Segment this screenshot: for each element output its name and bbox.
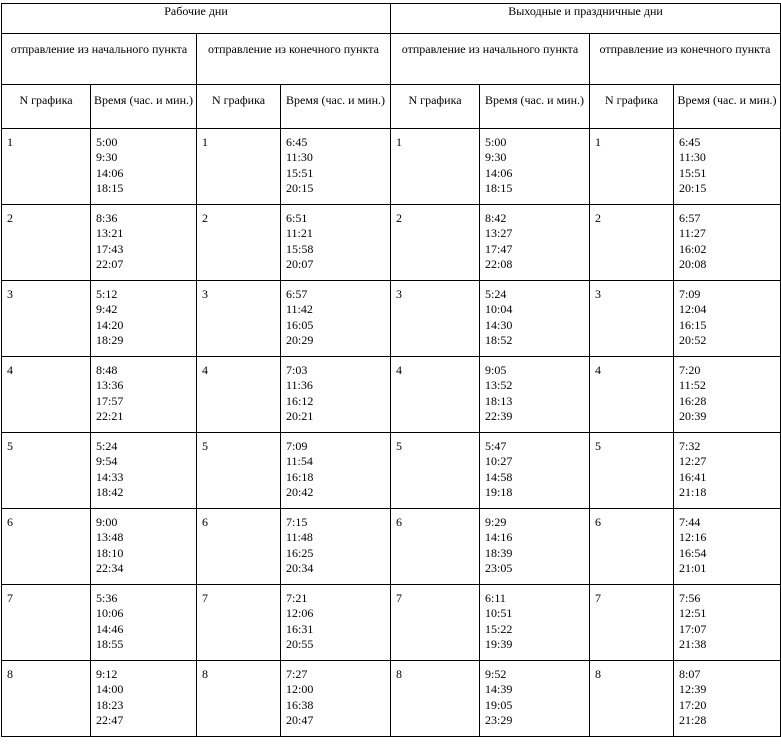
departure-time: 14:39 [485,682,513,697]
schedule-number-cell: 8 [590,661,674,737]
times-cell [91,281,197,357]
schedule-number-cell: 6 [391,509,480,585]
times-cell [91,585,197,661]
departure-time: 20:07 [286,257,314,272]
departure-time: 18:29 [96,333,124,348]
header-from-end: отправление из конечного пункта [590,34,781,85]
header-time: Время (час. и мин.) [281,85,391,129]
times-cell [480,205,590,281]
departure-time: 12:04 [679,302,707,317]
departure-time: 6:45 [286,135,308,149]
departure-time: 16:02 [679,241,707,256]
departure-time: 7:09 [286,439,308,453]
departure-time: 17:47 [485,241,513,256]
times-cell [91,661,197,737]
departure-time: 13:36 [96,378,124,393]
schedule-number-cell: 6 [2,509,91,585]
departure-time: 6:51 [286,211,308,225]
departure-time: 21:38 [679,637,707,652]
header-schedule-no: N графика [2,85,91,129]
header-row-direction [2,34,781,85]
departure-time: 18:13 [485,393,513,408]
departure-time: 16:28 [679,393,707,408]
table-row [2,585,781,661]
departure-time: 20:21 [286,409,314,424]
departure-time: 6:11 [485,591,506,605]
departure-time: 16:25 [286,545,314,560]
departure-time: 7:09 [679,287,701,301]
departure-time: 18:52 [485,333,513,348]
schedule-number-cell: 3 [2,281,91,357]
departure-time: 18:55 [96,637,124,652]
schedule-number-cell: 5 [2,433,91,509]
times-cell [480,585,590,661]
departure-time: 8:42 [485,211,507,225]
departure-time: 21:28 [679,713,707,728]
departure-time: 7:20 [679,363,701,377]
departure-time: 17:43 [96,241,124,256]
departure-time: 9:54 [96,454,118,469]
departure-time: 22:21 [96,409,124,424]
departure-time: 16:12 [286,393,314,408]
departure-time: 12:27 [679,454,707,469]
departure-time: 7:44 [679,515,701,529]
times-cell [674,281,781,357]
schedule-number-cell: 7 [590,585,674,661]
schedule-number-cell: 8 [391,661,480,737]
header-weekends: Выходные и праздничные дни [391,4,781,34]
departure-time: 20:29 [286,333,314,348]
departure-time: 13:52 [485,378,513,393]
departure-time: 17:07 [679,621,707,636]
departure-time: 15:51 [286,165,314,180]
departure-time: 16:18 [286,469,314,484]
departure-time: 17:57 [96,393,124,408]
departure-time: 23:05 [485,561,513,576]
schedule-number-cell: 6 [197,509,281,585]
departure-time: 5:00 [485,135,507,149]
times-cell [480,509,590,585]
departure-time: 9:00 [96,515,118,529]
schedule-number-cell: 1 [197,129,281,205]
schedule-number-cell: 5 [391,433,480,509]
departure-time: 9:30 [485,150,507,165]
departure-time: 22:34 [96,561,124,576]
schedule-rows [2,129,781,737]
table-row [2,281,781,357]
schedule-number-cell: 2 [197,205,281,281]
departure-time: 5:47 [485,439,507,453]
departure-time: 11:54 [286,454,313,469]
departure-time: 14:00 [96,682,124,697]
departure-time: 11:36 [286,378,313,393]
header-time: Время (час. и мин.) [480,85,590,129]
departure-time: 20:34 [286,561,314,576]
departure-time: 18:10 [96,545,124,560]
departure-time: 23:29 [485,713,513,728]
times-cell [674,129,781,205]
departure-time: 20:15 [286,181,314,196]
times-cell [91,357,197,433]
departure-time: 8:48 [96,363,118,377]
schedule-number-cell: 4 [2,357,91,433]
schedule-number-cell: 4 [590,357,674,433]
departure-time: 14:30 [485,317,513,332]
departure-time: 5:12 [96,287,118,301]
header-schedule-no: N графика [590,85,674,129]
departure-time: 11:21 [286,226,313,241]
schedule-number-cell: 2 [590,205,674,281]
departure-time: 5:24 [96,439,118,453]
times-cell [281,661,391,737]
departure-time: 10:06 [96,606,124,621]
departure-time: 10:04 [485,302,513,317]
times-cell [480,357,590,433]
departure-time: 9:12 [96,667,118,681]
departure-time: 20:42 [286,485,314,500]
departure-time: 22:08 [485,257,513,272]
header-from-start: отправление из начального пункта [2,34,197,85]
times-cell [281,509,391,585]
schedule-number-cell: 1 [391,129,480,205]
departure-time: 5:36 [96,591,118,605]
times-cell [91,509,197,585]
schedule-number-cell: 8 [197,661,281,737]
departure-time: 10:51 [485,606,513,621]
departure-time: 22:39 [485,409,513,424]
departure-time: 14:33 [96,469,124,484]
departure-time: 9:42 [96,302,118,317]
departure-time: 19:05 [485,697,513,712]
departure-time: 7:56 [679,591,701,605]
departure-time: 6:57 [679,211,701,225]
departure-time: 9:29 [485,515,507,529]
times-cell [91,129,197,205]
departure-time: 12:16 [679,530,707,545]
times-cell [674,585,781,661]
departure-time: 8:07 [679,667,701,681]
departure-time: 7:03 [286,363,308,377]
times-cell [674,357,781,433]
departure-time: 11:42 [286,302,313,317]
departure-time: 13:21 [96,226,124,241]
departure-time: 22:47 [96,713,124,728]
times-cell [674,205,781,281]
times-cell [281,585,391,661]
departure-time: 9:52 [485,667,507,681]
departure-time: 5:24 [485,287,507,301]
departure-time: 12:00 [286,682,314,697]
times-cell [281,281,391,357]
schedule-number-cell: 5 [590,433,674,509]
departure-time: 14:20 [96,317,124,332]
departure-time: 20:15 [679,181,707,196]
times-cell [480,129,590,205]
departure-time: 9:30 [96,150,118,165]
departure-time: 20:47 [286,713,314,728]
table-row [2,357,781,433]
schedule-number-cell: 7 [391,585,480,661]
schedule-number-cell: 4 [197,357,281,433]
table-row [2,205,781,281]
departure-time: 13:48 [96,530,124,545]
departure-time: 21:01 [679,561,707,576]
departure-time: 13:27 [485,226,513,241]
departure-time: 10:27 [485,454,513,469]
departure-time: 20:52 [679,333,707,348]
header-from-end: отправление из конечного пункта [197,34,391,85]
departure-time: 7:21 [286,591,308,605]
schedule-number-cell: 7 [2,585,91,661]
departure-time: 6:57 [286,287,308,301]
times-cell [281,205,391,281]
header-workdays: Рабочие дни [2,4,391,34]
times-cell [91,433,197,509]
schedule-number-cell: 2 [2,205,91,281]
header-row-days [2,4,781,34]
departure-time: 16:31 [286,621,314,636]
departure-time: 14:46 [96,621,124,636]
times-cell [674,661,781,737]
departure-time: 7:32 [679,439,701,453]
departure-time: 14:58 [485,469,513,484]
departure-time: 17:20 [679,697,707,712]
departure-time: 7:27 [286,667,308,681]
header-from-start: отправление из начального пункта [391,34,590,85]
times-cell [281,357,391,433]
departure-time: 12:51 [679,606,707,621]
header-schedule-no: N графика [197,85,281,129]
departure-time: 15:22 [485,621,513,636]
schedule-number-cell: 8 [2,661,91,737]
times-cell [674,433,781,509]
departure-time: 11:30 [286,150,313,165]
schedule-number-cell: 5 [197,433,281,509]
header-row-columns [2,85,781,129]
departure-time: 15:51 [679,165,707,180]
departure-time: 7:15 [286,515,308,529]
departure-time: 11:27 [679,226,706,241]
departure-time: 21:18 [679,485,707,500]
departure-time: 18:23 [96,697,124,712]
schedule-number-cell: 6 [590,509,674,585]
departure-time: 18:15 [96,181,124,196]
departure-time: 11:30 [679,150,706,165]
departure-time: 11:48 [286,530,313,545]
departure-time: 16:38 [286,697,314,712]
departure-time: 20:39 [679,409,707,424]
departure-time: 12:39 [679,682,707,697]
departure-time: 16:41 [679,469,707,484]
departure-time: 14:06 [96,165,124,180]
header-time: Время (час. и мин.) [91,85,197,129]
departure-time: 6:45 [679,135,701,149]
times-cell [480,661,590,737]
departure-time: 14:06 [485,165,513,180]
table-row [2,661,781,737]
departure-time: 16:15 [679,317,707,332]
schedule-number-cell: 7 [197,585,281,661]
schedule-number-cell: 3 [590,281,674,357]
times-cell [480,281,590,357]
times-cell [281,433,391,509]
departure-time: 15:58 [286,241,314,256]
times-cell [480,433,590,509]
table-row [2,129,781,205]
header-schedule-no: N графика [391,85,480,129]
departure-time: 22:07 [96,257,124,272]
departure-time: 18:39 [485,545,513,560]
schedule-table [1,3,781,737]
table-row [2,433,781,509]
schedule-number-cell: 1 [590,129,674,205]
times-cell [674,509,781,585]
schedule-number-cell: 3 [391,281,480,357]
departure-time: 20:55 [286,637,314,652]
times-cell [91,205,197,281]
departure-time: 16:05 [286,317,314,332]
departure-time: 18:15 [485,181,513,196]
departure-time: 19:39 [485,637,513,652]
departure-time: 12:06 [286,606,314,621]
schedule-number-cell: 3 [197,281,281,357]
departure-time: 16:54 [679,545,707,560]
departure-time: 19:18 [485,485,513,500]
departure-time: 9:05 [485,363,507,377]
departure-time: 11:52 [679,378,706,393]
schedule-number-cell: 2 [391,205,480,281]
departure-time: 18:42 [96,485,124,500]
times-cell [281,129,391,205]
schedule-number-cell: 4 [391,357,480,433]
departure-time: 8:36 [96,211,118,225]
table-row [2,509,781,585]
departure-time: 5:00 [96,135,118,149]
departure-time: 20:08 [679,257,707,272]
header-time: Время (час. и мин.) [674,85,781,129]
departure-time: 14:16 [485,530,513,545]
schedule-number-cell: 1 [2,129,91,205]
